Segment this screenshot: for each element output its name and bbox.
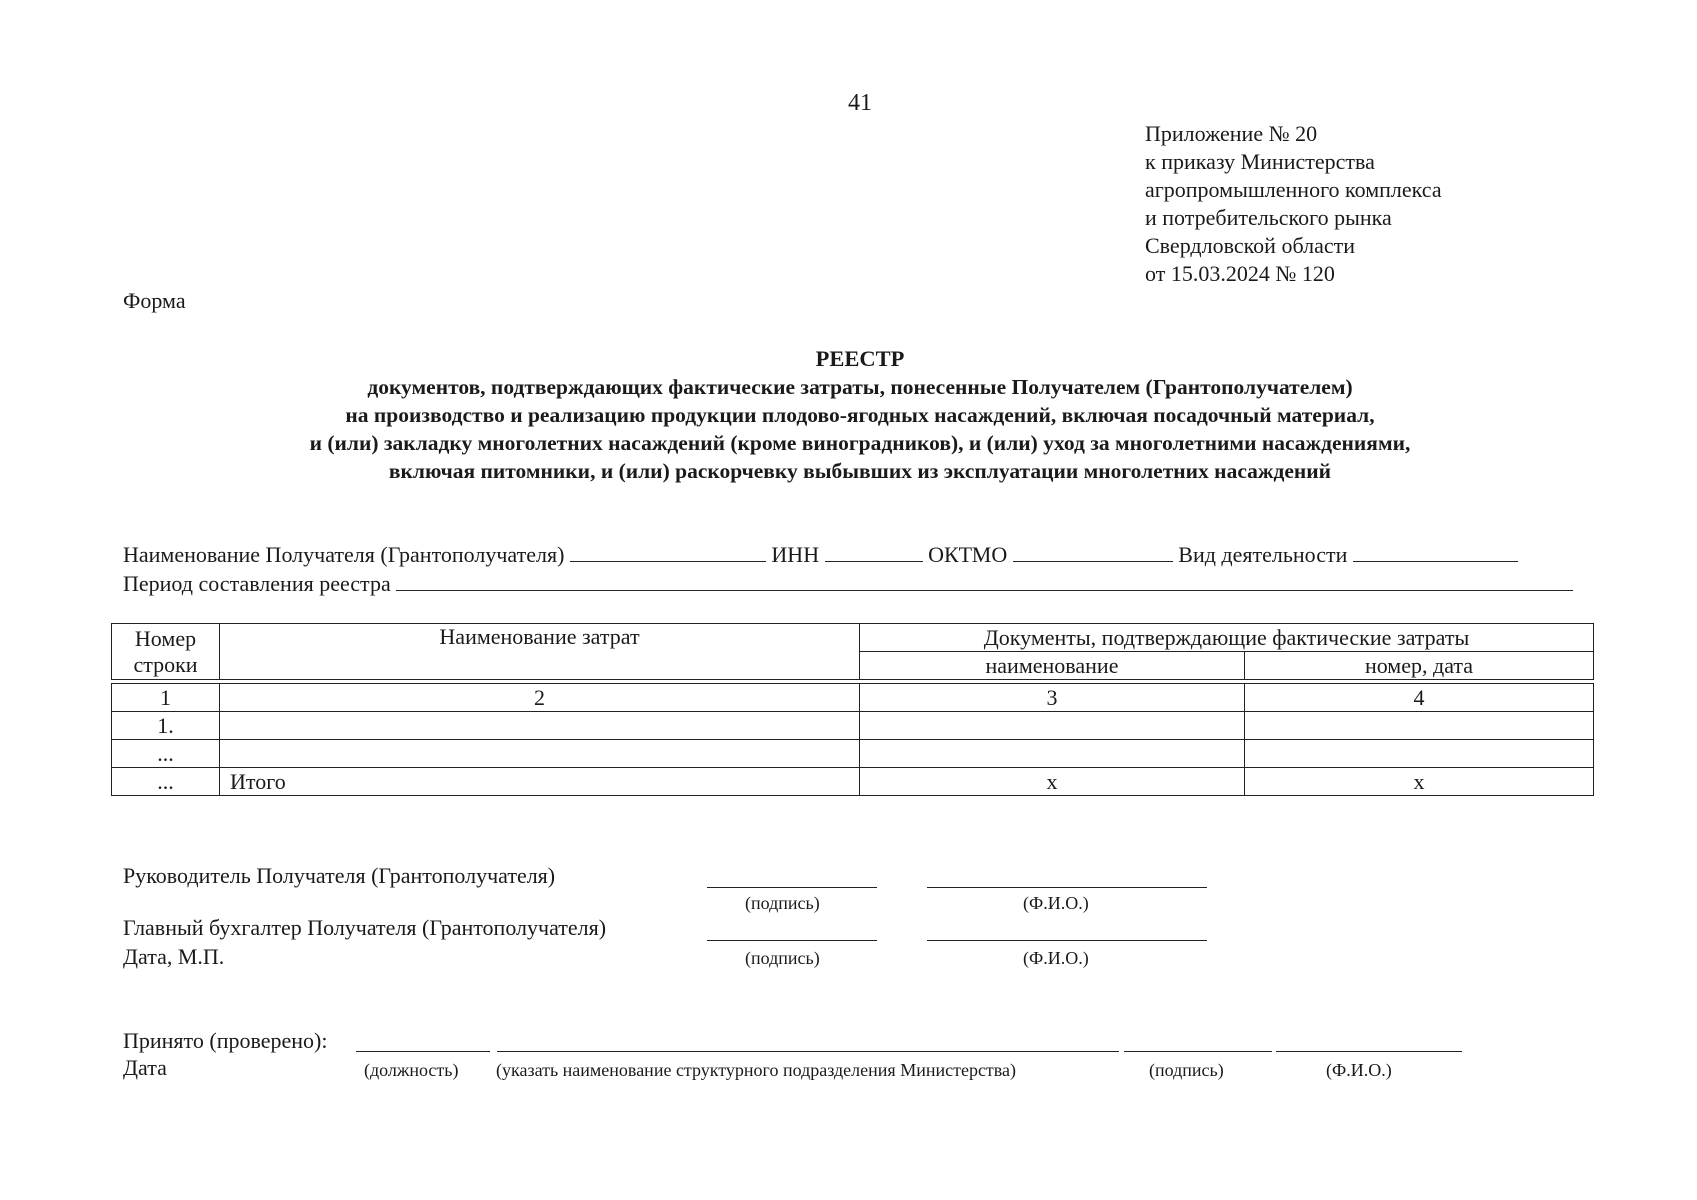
header-row-number-line: строки — [133, 651, 198, 677]
chief-accountant-label: Главный бухгалтер Получателя (Грантополучателя) — [123, 915, 607, 940]
cost-name-cell[interactable] — [220, 740, 860, 768]
appendix-line: к приказу Министерства — [1145, 149, 1375, 174]
document-title — [150, 345, 1570, 485]
recipient-name-field[interactable] — [570, 543, 766, 562]
department-field[interactable] — [497, 1051, 1119, 1052]
activity-label: Вид деятельности — [1178, 542, 1348, 567]
title-line: на производство и реализацию продукции плодово-ягодных насаждений, включая посадочный материал, — [345, 403, 1375, 427]
accepted-signature-hint: (подпись) — [1149, 1060, 1224, 1080]
column-number: 2 — [220, 684, 860, 712]
appendix-line: и потребительского рынка — [1145, 205, 1392, 230]
header-documents: Документы, подтверждающие фактические затраты — [860, 624, 1594, 652]
accountant-signature-field[interactable] — [707, 940, 877, 941]
head-label: Руководитель Получателя (Грантополучателя) — [123, 863, 556, 888]
fio-hint: (Ф.И.О.) — [1023, 893, 1089, 913]
header-row-number — [112, 624, 220, 680]
activity-field[interactable] — [1353, 543, 1518, 562]
header-cost-name: Наименование затрат — [220, 624, 860, 680]
appendix-block — [1145, 120, 1442, 288]
fio-hint: (Ф.И.О.) — [1023, 948, 1089, 968]
row-number-cell: ... — [112, 768, 220, 796]
row-number-cell: 1. — [112, 712, 220, 740]
cost-name-cell[interactable] — [220, 712, 860, 740]
header-doc-number-date: номер, дата — [1245, 652, 1594, 680]
page-number: 41 — [848, 90, 872, 116]
accepted-signature-field[interactable] — [1124, 1051, 1272, 1052]
inn-label: ИНН — [771, 542, 820, 567]
inn-field[interactable] — [825, 543, 923, 562]
appendix-line: Приложение № 20 — [1145, 121, 1318, 146]
period-field[interactable] — [396, 572, 1573, 591]
period-label: Период составления реестра — [123, 571, 391, 596]
signature-hint: (подпись) — [745, 948, 820, 968]
position-hint: (должность) — [364, 1060, 459, 1080]
title-main: РЕЕСТР — [815, 346, 905, 371]
column-number: 4 — [1245, 684, 1594, 712]
accountant-fio-field[interactable] — [927, 940, 1207, 941]
header-row-number-line: Номер — [134, 625, 197, 651]
row-number-cell: ... — [112, 740, 220, 768]
recipient-name-label: Наименование Получателя (Грантополучателя) — [123, 542, 565, 567]
position-field[interactable] — [356, 1051, 490, 1052]
table-row — [112, 712, 1594, 740]
table-row — [112, 740, 1594, 768]
appendix-line: Свердловской области — [1145, 233, 1355, 258]
signature-hint: (подпись) — [745, 893, 820, 913]
doc-name-cell[interactable] — [860, 740, 1245, 768]
oktmo-label: ОКТМО — [928, 542, 1008, 567]
title-line: и (или) закладку многолетних насаждений (кроме виноградников), и (или) уход за многолетними насаждениями, — [309, 431, 1411, 455]
department-hint: (указать наименование структурного подразделения Министерства) — [496, 1060, 1017, 1080]
head-fio-field[interactable] — [927, 887, 1207, 888]
accepted-fio-field[interactable] — [1276, 1051, 1462, 1052]
head-signature-field[interactable] — [707, 887, 877, 888]
appendix-line: агропромышленного комплекса — [1145, 177, 1442, 202]
accepted-date-label: Дата — [123, 1055, 167, 1080]
period-row — [123, 571, 1573, 597]
appendix-line: от 15.03.2024 № 120 — [1145, 261, 1335, 286]
total-label-cell: Итого — [220, 768, 860, 796]
doc-name-cell[interactable] — [860, 712, 1245, 740]
title-line: документов, подтверждающих фактические затраты, понесенные Получателем (Грантополучателем) — [367, 375, 1353, 399]
oktmo-field[interactable] — [1013, 543, 1173, 562]
accepted-fio-hint: (Ф.И.О.) — [1326, 1060, 1392, 1080]
doc-number-date-cell[interactable] — [1245, 740, 1594, 768]
date-mp-label: Дата, М.П. — [123, 944, 225, 969]
recipient-fields-row — [123, 542, 1518, 568]
title-line: включая питомники, и (или) раскорчевку выбывших из эксплуатации многолетних насаждений — [388, 459, 1332, 483]
doc-number-date-cell: x — [1245, 768, 1594, 796]
form-label: Форма — [123, 288, 186, 313]
table-row-total — [112, 768, 1594, 796]
header-doc-name: наименование — [860, 652, 1245, 680]
registry-table — [111, 623, 1594, 796]
accepted-label: Принято (проверено): — [123, 1028, 328, 1053]
column-number: 3 — [860, 684, 1245, 712]
doc-name-cell: x — [860, 768, 1245, 796]
column-number: 1 — [112, 684, 220, 712]
doc-number-date-cell[interactable] — [1245, 712, 1594, 740]
